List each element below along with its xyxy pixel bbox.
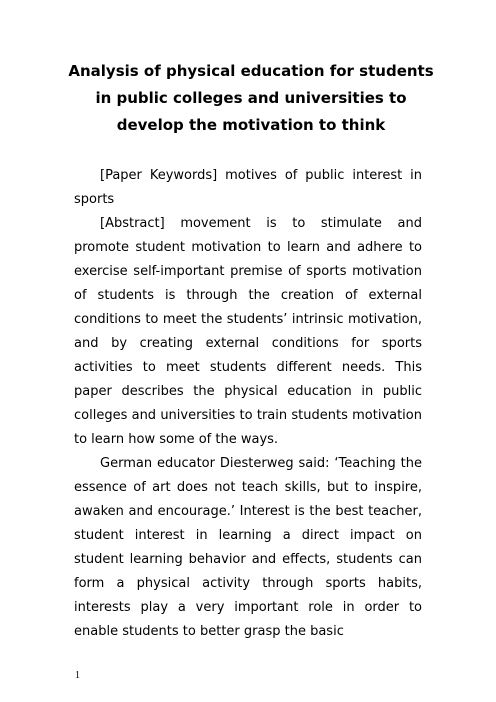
body-paragraph: German educator Diesterweg said: ‘Teaching the essence of art does not teach skills, but to inspire, awaken and encourage.’ Interest is the best teacher, student interest in learning a direct impact on student learning behavior and effects, students can form a physical activity through sports habits, interests play a very important role in order to enable students to better grasp the basic xyxy=(74,456,422,639)
keywords-paragraph: [Paper Keywords] motives of public interest in sports xyxy=(74,168,422,207)
page-number: 1 xyxy=(75,670,80,681)
document-title: Analysis of physical education for students in public colleges and universities to develop the motivation to think xyxy=(68,62,434,134)
abstract-paragraph: [Abstract] movement is to stimulate and promote student motivation to learn and adhere to exercise self-important premise of sports motivation of students is through the creation of external conditions to meet the students’ intrinsic motivation, and by creating external conditions for sports activities to meet students different needs. This paper describes the physical education in public colleges and universities to train students motivation to learn how some of the ways. xyxy=(74,216,422,447)
document-body xyxy=(74,164,422,644)
